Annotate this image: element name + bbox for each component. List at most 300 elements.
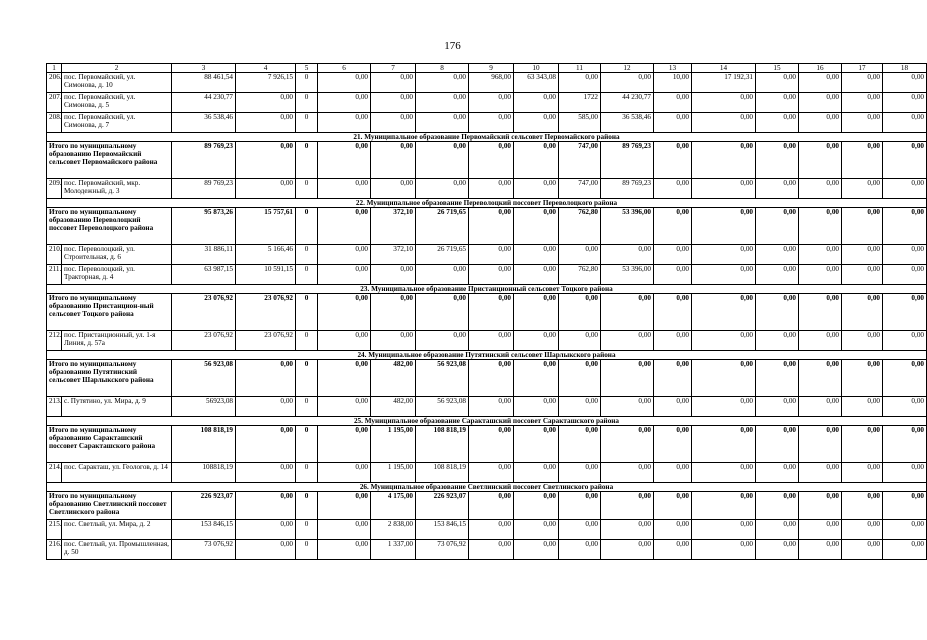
value-cell: 0 [296, 265, 318, 285]
value-cell: 226 923,07 [416, 492, 469, 520]
value-cell: 26 719,65 [416, 245, 469, 265]
value-cell: 585,00 [559, 113, 601, 133]
value-cell: 0,00 [799, 360, 842, 397]
value-cell: 0,00 [883, 73, 927, 93]
value-cell: 0,00 [469, 93, 514, 113]
value-cell: 0,00 [469, 331, 514, 351]
value-cell: 0,00 [692, 142, 756, 179]
value-cell: 0,00 [799, 208, 842, 245]
value-cell: 0,00 [883, 294, 927, 331]
value-cell: 0,00 [318, 463, 371, 483]
value-cell: 7 926,15 [236, 73, 296, 93]
value-cell: 0 [296, 179, 318, 199]
value-cell: 0,00 [469, 294, 514, 331]
column-header: 16 [799, 64, 842, 73]
address-cell: пос. Светлый, ул. Мира, д. 2 [62, 520, 172, 540]
subtotal-label: Итого по муниципальному образованию Первомайский сельсовет Первомайского района [47, 142, 172, 179]
value-cell: 0,00 [416, 113, 469, 133]
subtotal-row [47, 426, 927, 463]
value-cell: 0,00 [371, 142, 416, 179]
value-cell: 0,00 [559, 520, 601, 540]
table-row [47, 265, 927, 285]
table-body [47, 64, 927, 560]
value-cell: 0,00 [692, 93, 756, 113]
value-cell: 0,00 [559, 463, 601, 483]
value-cell: 0,00 [692, 492, 756, 520]
value-cell: 0,00 [416, 294, 469, 331]
value-cell: 0,00 [654, 294, 692, 331]
value-cell: 0,00 [654, 245, 692, 265]
section-heading: 21. Муниципальное образование Первомайский сельсовет Первомайского района [47, 133, 927, 142]
value-cell: 0,00 [559, 245, 601, 265]
value-cell: 1 195,00 [371, 463, 416, 483]
value-cell: 0,00 [514, 294, 559, 331]
column-header: 2 [62, 64, 172, 73]
value-cell: 0,00 [416, 331, 469, 351]
value-cell: 0,00 [883, 520, 927, 540]
value-cell: 0,00 [371, 294, 416, 331]
value-cell: 0,00 [799, 540, 842, 560]
column-header: 15 [756, 64, 799, 73]
value-cell: 0,00 [692, 265, 756, 285]
section-heading: 24. Муниципальное образование Путятинский сельсовет Шарлыкского района [47, 351, 927, 360]
value-cell: 0,00 [236, 142, 296, 179]
value-cell: 0,00 [883, 208, 927, 245]
value-cell: 0,00 [318, 397, 371, 417]
value-cell: 0,00 [883, 245, 927, 265]
value-cell: 0,00 [416, 265, 469, 285]
value-cell: 56 923,08 [172, 360, 236, 397]
value-cell: 10,00 [654, 73, 692, 93]
value-cell: 0,00 [654, 540, 692, 560]
value-cell: 73 076,92 [172, 540, 236, 560]
value-cell: 5 166,46 [236, 245, 296, 265]
value-cell: 0,00 [692, 397, 756, 417]
value-cell: 0,00 [756, 265, 799, 285]
value-cell: 0,00 [654, 113, 692, 133]
value-cell: 0 [296, 294, 318, 331]
section-heading-row [47, 417, 927, 426]
value-cell: 0,00 [654, 208, 692, 245]
value-cell: 0,00 [318, 245, 371, 265]
value-cell: 0,00 [692, 520, 756, 540]
value-cell: 0,00 [842, 463, 883, 483]
value-cell: 108 818,19 [416, 463, 469, 483]
value-cell: 0,00 [799, 93, 842, 113]
value-cell: 0,00 [469, 492, 514, 520]
value-cell: 0,00 [514, 463, 559, 483]
column-header: 13 [654, 64, 692, 73]
value-cell: 0,00 [601, 492, 654, 520]
value-cell: 0,00 [236, 113, 296, 133]
value-cell: 0,00 [514, 208, 559, 245]
value-cell: 23 076,92 [236, 294, 296, 331]
value-cell: 0,00 [692, 540, 756, 560]
value-cell: 0,00 [842, 265, 883, 285]
table-row [47, 540, 927, 560]
value-cell: 0,00 [756, 93, 799, 113]
address-cell: пос. Переволоцкий, ул. Тракторная, д. 4 [62, 265, 172, 285]
value-cell: 0,00 [654, 463, 692, 483]
value-cell: 0,00 [756, 331, 799, 351]
value-cell: 0 [296, 113, 318, 133]
value-cell: 31 886,11 [172, 245, 236, 265]
value-cell: 56 923,08 [416, 397, 469, 417]
value-cell: 0 [296, 331, 318, 351]
value-cell: 23 076,92 [172, 331, 236, 351]
value-cell: 0,00 [654, 142, 692, 179]
table-row [47, 397, 927, 417]
row-number: 206. [47, 73, 62, 93]
value-cell: 0,00 [236, 426, 296, 463]
address-cell: пос. Пристанционный, ул. 1-я Линия, д. 57а [62, 331, 172, 351]
value-cell: 23 076,92 [172, 294, 236, 331]
value-cell: 0,00 [756, 492, 799, 520]
value-cell: 0,00 [469, 520, 514, 540]
value-cell: 53 396,00 [601, 265, 654, 285]
column-header: 9 [469, 64, 514, 73]
value-cell: 0,00 [756, 426, 799, 463]
value-cell: 0,00 [654, 492, 692, 520]
value-cell: 0,00 [236, 360, 296, 397]
column-header: 7 [371, 64, 416, 73]
value-cell: 0,00 [842, 294, 883, 331]
address-cell: с. Путятино, ул. Мира, д. 9 [62, 397, 172, 417]
value-cell: 0,00 [756, 142, 799, 179]
address-cell: пос. Переволоцкий, ул. Строительная, д. 6 [62, 245, 172, 265]
value-cell: 0,00 [756, 397, 799, 417]
value-cell: 482,00 [371, 397, 416, 417]
column-header: 11 [559, 64, 601, 73]
section-heading-row [47, 483, 927, 492]
value-cell: 762,80 [559, 265, 601, 285]
value-cell: 108 818,19 [416, 426, 469, 463]
value-cell: 0,00 [799, 113, 842, 133]
value-cell: 0 [296, 73, 318, 93]
value-cell: 0,00 [469, 360, 514, 397]
section-heading-row [47, 285, 927, 294]
value-cell: 0,00 [692, 426, 756, 463]
subtotal-row [47, 294, 927, 331]
section-heading: 26. Муниципальное образование Светлинский поссовет Светлинского района [47, 483, 927, 492]
value-cell: 0,00 [559, 73, 601, 93]
value-cell: 226 923,07 [172, 492, 236, 520]
register-table [46, 63, 927, 560]
value-cell: 0,00 [514, 360, 559, 397]
value-cell: 89 769,23 [172, 142, 236, 179]
value-cell: 0,00 [469, 208, 514, 245]
value-cell: 36 538,46 [172, 113, 236, 133]
value-cell: 0,00 [654, 397, 692, 417]
value-cell: 0,00 [842, 73, 883, 93]
value-cell: 482,00 [371, 360, 416, 397]
value-cell: 372,10 [371, 245, 416, 265]
value-cell: 0,00 [514, 520, 559, 540]
value-cell: 0,00 [756, 179, 799, 199]
value-cell: 0,00 [469, 245, 514, 265]
value-cell: 0,00 [371, 93, 416, 113]
row-number: 213. [47, 397, 62, 417]
value-cell: 0,00 [514, 492, 559, 520]
value-cell: 44 230,77 [601, 93, 654, 113]
value-cell: 0 [296, 520, 318, 540]
row-number: 208. [47, 113, 62, 133]
table-row [47, 113, 927, 133]
value-cell: 0,00 [318, 73, 371, 93]
address-cell: пос. Первомайский, ул. Симонова, д. 10 [62, 73, 172, 93]
value-cell: 0,00 [601, 360, 654, 397]
value-cell: 26 719,65 [416, 208, 469, 245]
value-cell: 0,00 [756, 245, 799, 265]
subtotal-label: Итого по муниципальному образованию Путятинский сельсовет Шарлыкского района [47, 360, 172, 397]
value-cell: 0,00 [799, 520, 842, 540]
table-row [47, 463, 927, 483]
value-cell: 0,00 [371, 73, 416, 93]
value-cell: 63 987,15 [172, 265, 236, 285]
value-cell: 95 873,26 [172, 208, 236, 245]
value-cell: 0,00 [318, 265, 371, 285]
value-cell: 0,00 [654, 93, 692, 113]
column-header: 17 [842, 64, 883, 73]
address-cell: пос. Саракташ, ул. Геологов, д. 14 [62, 463, 172, 483]
value-cell: 0,00 [514, 265, 559, 285]
value-cell: 0,00 [416, 179, 469, 199]
value-cell: 4 175,00 [371, 492, 416, 520]
value-cell: 0,00 [559, 294, 601, 331]
value-cell: 0,00 [654, 265, 692, 285]
value-cell: 0,00 [559, 540, 601, 560]
value-cell: 0,00 [842, 93, 883, 113]
value-cell: 0,00 [654, 426, 692, 463]
value-cell: 0,00 [559, 360, 601, 397]
value-cell: 108818,19 [172, 463, 236, 483]
value-cell: 0,00 [842, 426, 883, 463]
value-cell: 73 076,92 [416, 540, 469, 560]
value-cell: 0,00 [514, 93, 559, 113]
subtotal-row [47, 360, 927, 397]
subtotal-label: Итого по муниципальному образованию Светлинский поссовет Светлинского района [47, 492, 172, 520]
value-cell: 0,00 [842, 179, 883, 199]
value-cell: 0,00 [883, 113, 927, 133]
value-cell: 0,00 [514, 142, 559, 179]
value-cell: 0,00 [692, 331, 756, 351]
value-cell: 0,00 [842, 331, 883, 351]
value-cell: 0,00 [692, 245, 756, 265]
value-cell: 0,00 [514, 113, 559, 133]
value-cell: 0,00 [654, 520, 692, 540]
value-cell: 0,00 [601, 397, 654, 417]
value-cell: 0 [296, 208, 318, 245]
value-cell: 0,00 [842, 520, 883, 540]
subtotal-label: Итого по муниципальному образованию Переволоцкий поссовет Переволоцкого района [47, 208, 172, 245]
value-cell: 1 337,00 [371, 540, 416, 560]
value-cell: 0,00 [236, 540, 296, 560]
page-number: 176 [444, 40, 461, 52]
value-cell: 0,00 [692, 208, 756, 245]
value-cell: 0,00 [756, 73, 799, 93]
value-cell: 0,00 [883, 142, 927, 179]
subtotal-row [47, 492, 927, 520]
value-cell: 0,00 [371, 113, 416, 133]
value-cell: 0,00 [469, 540, 514, 560]
value-cell: 23 076,92 [236, 331, 296, 351]
value-cell: 0,00 [469, 113, 514, 133]
value-cell: 0 [296, 93, 318, 113]
value-cell: 0,00 [692, 463, 756, 483]
value-cell: 0,00 [883, 179, 927, 199]
subtotal-label: Итого по муниципальному образованию Саракташский поссовет Саракташского района [47, 426, 172, 463]
section-heading-row [47, 351, 927, 360]
value-cell: 0,00 [601, 463, 654, 483]
value-cell: 0,00 [514, 245, 559, 265]
value-cell: 0,00 [756, 520, 799, 540]
value-cell: 0,00 [236, 492, 296, 520]
value-cell: 0,00 [514, 397, 559, 417]
address-cell: пос. Первомайский, ул. Симонова, д. 5 [62, 93, 172, 113]
row-number: 209. [47, 179, 62, 199]
value-cell: 0,00 [692, 179, 756, 199]
row-number: 214. [47, 463, 62, 483]
value-cell: 0,00 [842, 397, 883, 417]
value-cell: 0,00 [756, 360, 799, 397]
value-cell: 0,00 [883, 360, 927, 397]
value-cell: 0 [296, 463, 318, 483]
value-cell: 0,00 [842, 492, 883, 520]
value-cell: 0,00 [799, 245, 842, 265]
value-cell: 0,00 [416, 93, 469, 113]
value-cell: 0,00 [601, 426, 654, 463]
value-cell: 0,00 [469, 179, 514, 199]
section-heading: 22. Муниципальное образование Переволоцкий поссовет Переволоцкого района [47, 199, 927, 208]
section-heading: 23. Муниципальное образование Пристанционный сельсовет Тоцкого района [47, 285, 927, 294]
value-cell: 17 192,31 [692, 73, 756, 93]
value-cell: 0,00 [842, 245, 883, 265]
value-cell: 0,00 [799, 294, 842, 331]
value-cell: 0,00 [559, 397, 601, 417]
column-header: 10 [514, 64, 559, 73]
value-cell: 0,00 [756, 294, 799, 331]
value-cell: 0,00 [469, 142, 514, 179]
value-cell: 0,00 [654, 331, 692, 351]
value-cell: 0,00 [601, 540, 654, 560]
value-cell: 747,00 [559, 142, 601, 179]
row-number: 210. [47, 245, 62, 265]
value-cell: 63 343,08 [514, 73, 559, 93]
value-cell: 0,00 [416, 73, 469, 93]
value-cell: 0,00 [799, 492, 842, 520]
value-cell: 0 [296, 540, 318, 560]
value-cell: 0,00 [883, 397, 927, 417]
value-cell: 10 591,15 [236, 265, 296, 285]
value-cell: 0,00 [514, 179, 559, 199]
value-cell: 0,00 [842, 360, 883, 397]
section-heading-row [47, 199, 927, 208]
value-cell: 747,00 [559, 179, 601, 199]
subtotal-row [47, 208, 927, 245]
value-cell: 1 195,00 [371, 426, 416, 463]
value-cell: 0,00 [799, 331, 842, 351]
value-cell: 0,00 [559, 492, 601, 520]
value-cell: 0,00 [318, 520, 371, 540]
value-cell: 44 230,77 [172, 93, 236, 113]
value-cell: 0,00 [236, 397, 296, 417]
table-row [47, 179, 927, 199]
value-cell: 0,00 [318, 426, 371, 463]
value-cell: 0,00 [692, 113, 756, 133]
value-cell: 0,00 [842, 208, 883, 245]
value-cell: 0 [296, 245, 318, 265]
value-cell: 56 923,08 [416, 360, 469, 397]
value-cell: 372,10 [371, 208, 416, 245]
value-cell: 0,00 [883, 540, 927, 560]
table-row [47, 520, 927, 540]
value-cell: 0,00 [559, 426, 601, 463]
value-cell: 0,00 [692, 360, 756, 397]
value-cell: 1722 [559, 93, 601, 113]
value-cell: 0,00 [371, 331, 416, 351]
row-number: 211. [47, 265, 62, 285]
value-cell: 0,00 [883, 463, 927, 483]
table-row [47, 93, 927, 113]
value-cell: 0,00 [799, 463, 842, 483]
value-cell: 53 396,00 [601, 208, 654, 245]
value-cell: 0,00 [883, 426, 927, 463]
column-header: 18 [883, 64, 927, 73]
column-header: 12 [601, 64, 654, 73]
section-heading: 25. Муниципальное образование Саракташский поссовет Саракташского района [47, 417, 927, 426]
table-row [47, 245, 927, 265]
value-cell: 0,00 [416, 142, 469, 179]
value-cell: 0,00 [692, 294, 756, 331]
value-cell: 0,00 [883, 492, 927, 520]
column-header: 4 [236, 64, 296, 73]
value-cell: 0,00 [318, 360, 371, 397]
value-cell: 0,00 [601, 331, 654, 351]
value-cell: 0 [296, 397, 318, 417]
value-cell: 0,00 [883, 331, 927, 351]
value-cell: 0 [296, 360, 318, 397]
column-header: 6 [318, 64, 371, 73]
value-cell: 56923,08 [172, 397, 236, 417]
value-cell: 0,00 [236, 463, 296, 483]
value-cell: 0,00 [601, 520, 654, 540]
value-cell: 0,00 [799, 426, 842, 463]
value-cell: 0,00 [318, 492, 371, 520]
value-cell: 0,00 [469, 265, 514, 285]
value-cell: 0,00 [514, 331, 559, 351]
value-cell: 0,00 [756, 540, 799, 560]
value-cell: 2 838,00 [371, 520, 416, 540]
value-cell: 968,00 [469, 73, 514, 93]
address-cell: пос. Первомайский, ул. Симонова, д. 7 [62, 113, 172, 133]
value-cell: 0,00 [756, 208, 799, 245]
column-header: 8 [416, 64, 469, 73]
value-cell: 0 [296, 426, 318, 463]
value-cell: 0,00 [799, 142, 842, 179]
value-cell: 15 757,61 [236, 208, 296, 245]
column-header: 1 [47, 64, 62, 73]
row-number: 212. [47, 331, 62, 351]
value-cell: 0,00 [601, 294, 654, 331]
value-cell: 0,00 [318, 208, 371, 245]
value-cell: 89 769,23 [172, 179, 236, 199]
column-header: 14 [692, 64, 756, 73]
row-number: 215. [47, 520, 62, 540]
value-cell: 0,00 [318, 142, 371, 179]
value-cell: 0,00 [469, 426, 514, 463]
value-cell: 0,00 [883, 93, 927, 113]
value-cell: 0,00 [236, 93, 296, 113]
